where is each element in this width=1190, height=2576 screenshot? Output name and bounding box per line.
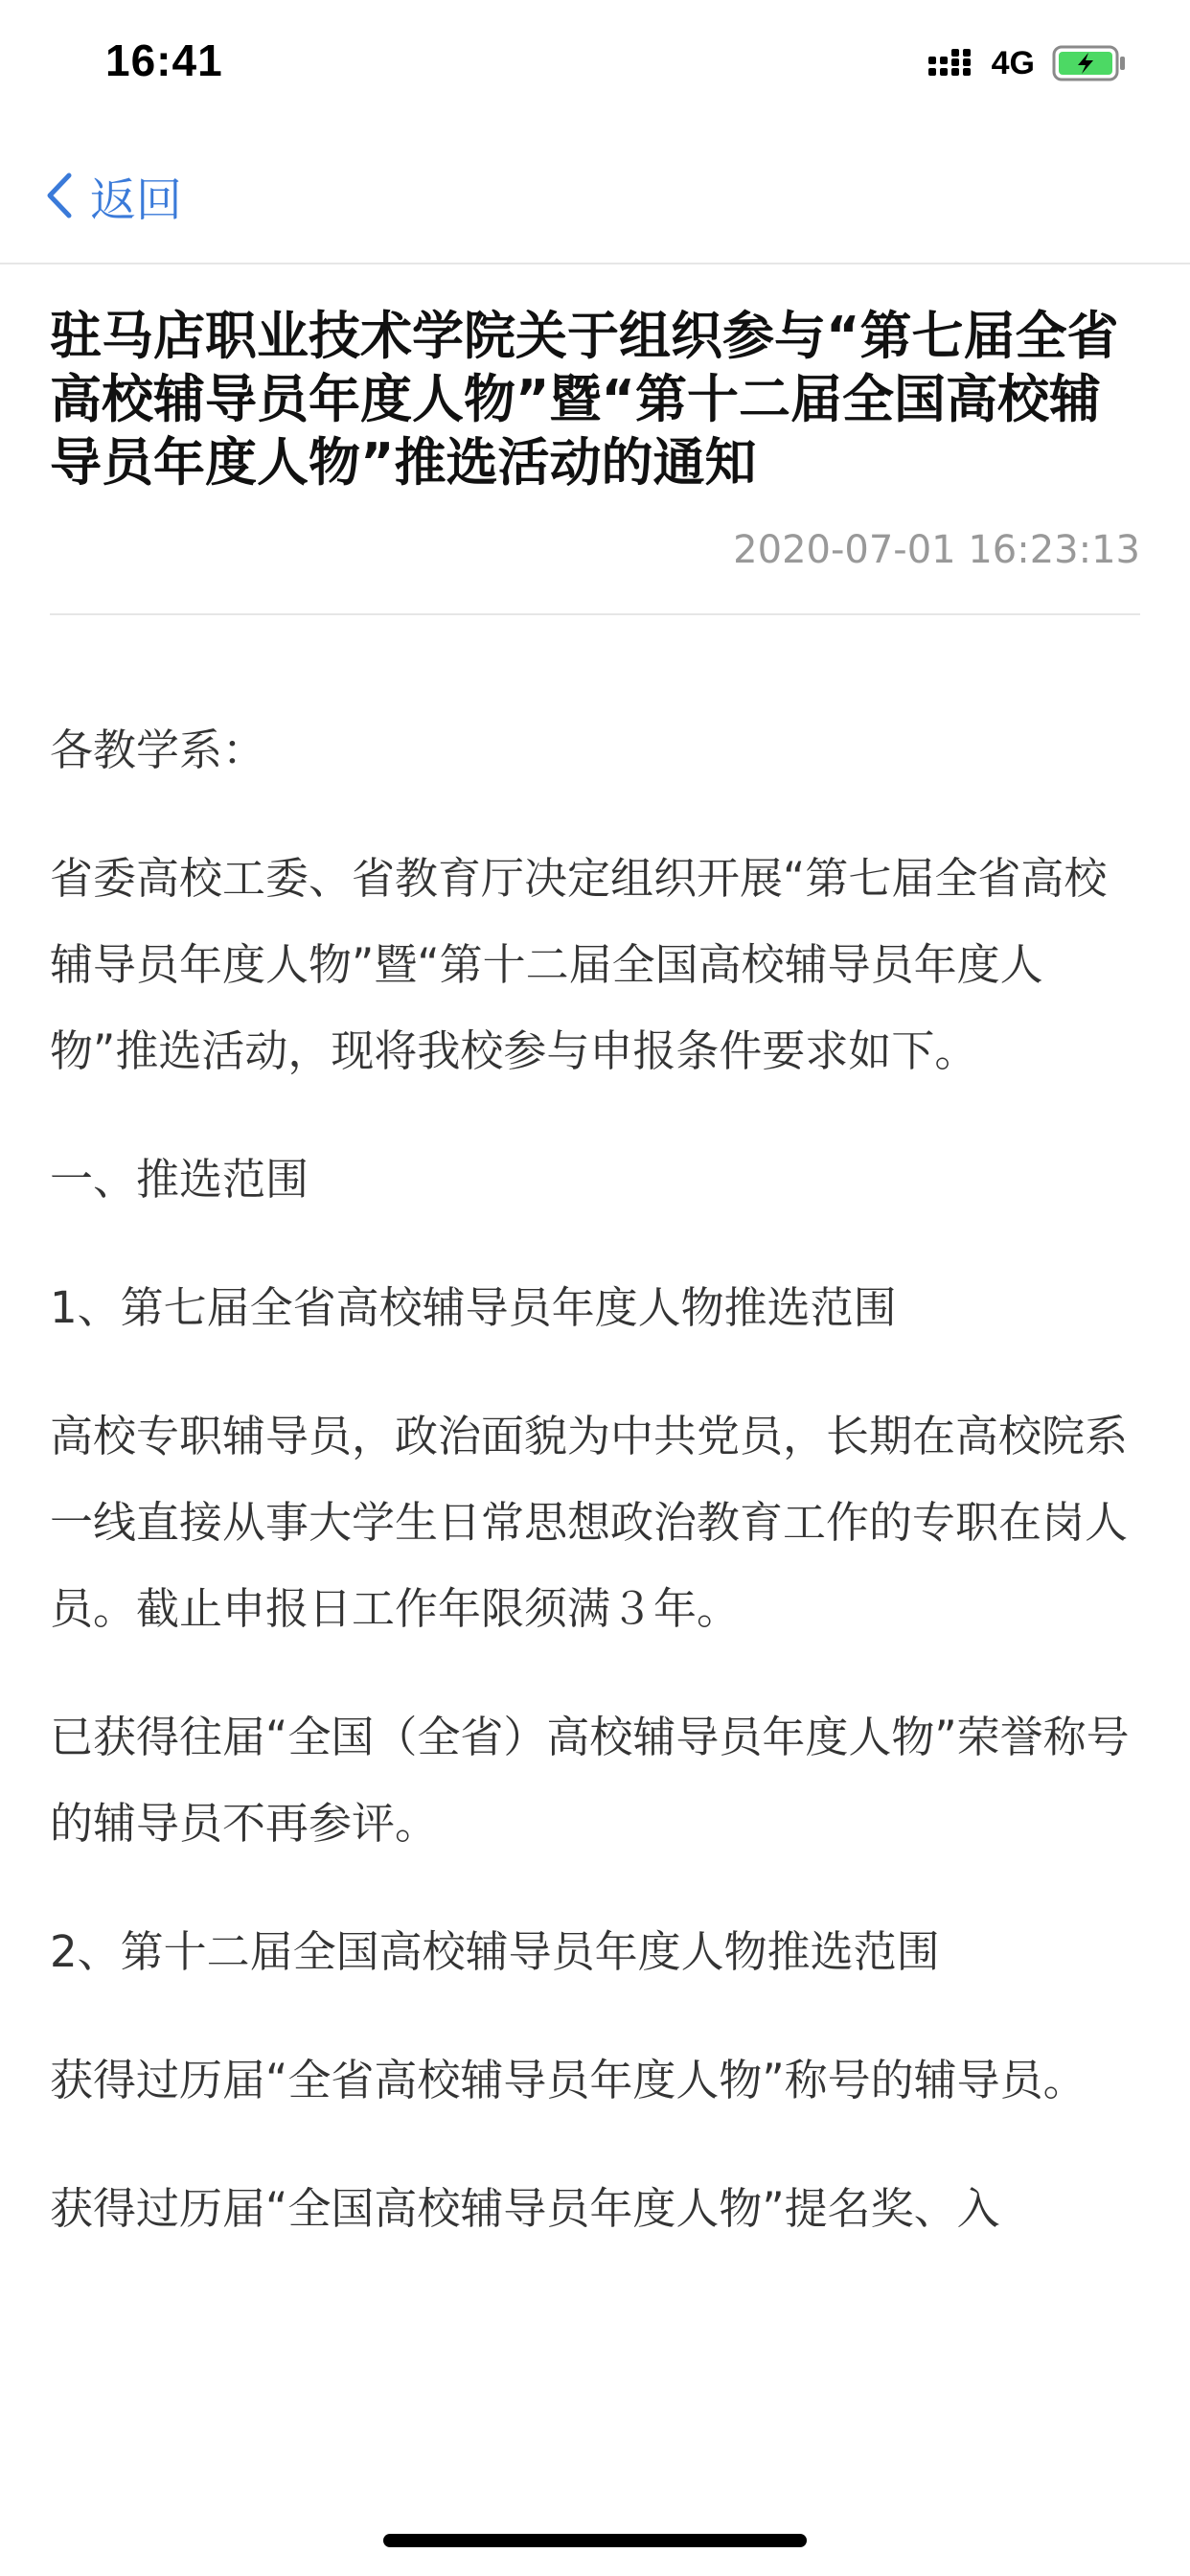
status-time: 16:41	[105, 35, 223, 85]
nav-bar	[0, 126, 1190, 264]
subheading-national-scope: 2、第十二届全国高校辅导员年度人物推选范围	[50, 1926, 940, 1977]
paragraph-intro: 省委高校工委、省教育厅决定组织开展“第七届全省高校辅导员年度人物”暨“第十二届全国高校辅导员年度人物”推选活动，现将我校参与申报条件要求如下。	[50, 853, 1108, 1076]
subheading-provincial-scope: 1、第七届全省高校辅导员年度人物推选范围	[50, 1282, 897, 1333]
article-date: 2020-07-01 16:23:13	[733, 528, 1140, 572]
battery-charging-icon	[1052, 44, 1127, 82]
paragraph-national-eligibility-2: 获得过历届“全国高校辅导员年度人物”提名奖、入	[50, 2183, 1000, 2234]
paragraph-national-eligibility-1: 获得过历届“全省高校辅导员年度人物”称号的辅导员。	[50, 2055, 1087, 2105]
home-indicator[interactable]	[383, 2534, 807, 2547]
paragraph-provincial-exclusion: 已获得往届“全国（全省）高校辅导员年度人物”荣誉称号的辅导员不再参评。	[50, 1712, 1130, 1849]
article-title: 驻马店职业技术学院关于组织参与“第七届全省高校辅导员年度人物”暨“第十二届全国高校辅导员年度人物”推选活动的通知	[50, 306, 1119, 493]
section-heading-scope: 一、推选范围	[50, 1154, 309, 1205]
chevron-left-icon	[42, 172, 75, 219]
status-bar	[0, 0, 1190, 126]
paragraph-salutation: 各教学系：	[50, 724, 266, 775]
article-body	[50, 707, 1140, 2252]
divider	[50, 613, 1140, 615]
status-indicators	[928, 42, 1127, 84]
paragraph-provincial-eligibility: 高校专职辅导员，政治面貌为中共党员，长期在高校院系一线直接从事大学生日常思想政治教育工作的专职在岗人员。截止申报日工作年限须满３年。	[50, 1411, 1129, 1634]
back-button[interactable]	[42, 165, 182, 226]
network-label: 4G	[991, 44, 1035, 81]
back-label: 返回	[90, 172, 183, 227]
article	[50, 305, 1140, 2294]
signal-icon	[928, 47, 978, 80]
